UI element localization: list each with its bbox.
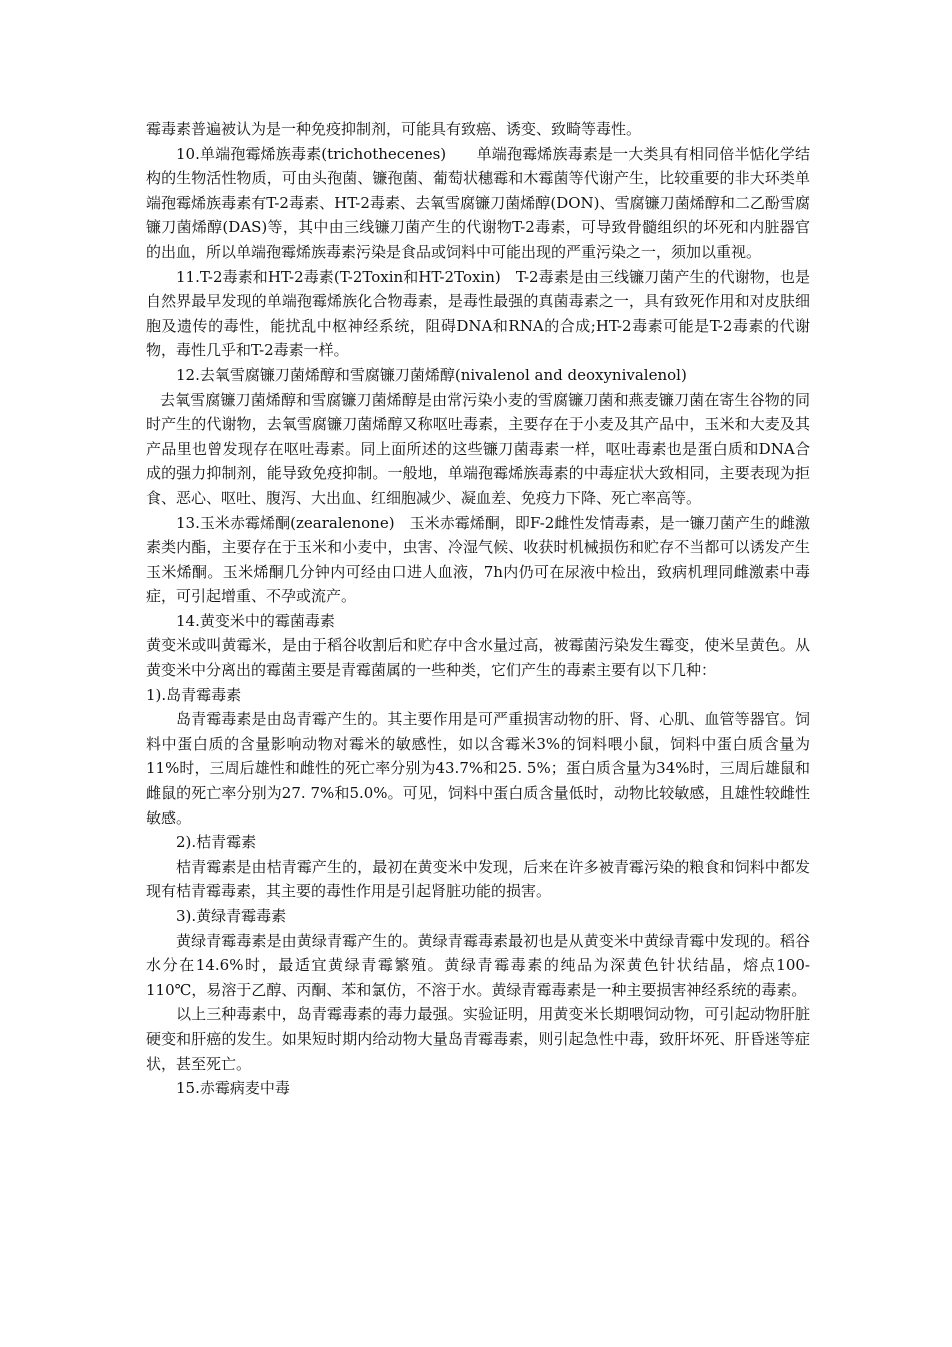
section-14-heading: 14.黄变米中的霉菌毒素 [176, 611, 335, 630]
document-body [146, 117, 810, 1101]
subsection-3-body: 黄绿青霉毒素是由黄绿青霉产生的。黄绿青霉毒素最初也是从黄变米中黄绿青霉中发现的。稻谷水分在14.6%时，最适宜黄绿青霉繁殖。黄绿青霉毒素的纯品为深黄色针状结晶，熔点100-110℃，易溶于乙醇、丙酮、苯和氯仿，不溶于水。黄绿青霉毒素是一种主要损害神经系统的毒素。 [146, 931, 810, 999]
section-14-intro: 黄变米或叫黄霉米，是由于稻谷收割后和贮存中含水量过高，被霉菌污染发生霉变，使米呈黄色。从黄变米中分离出的霉菌主要是青霉菌属的一些种类，它们产生的毒素主要有以下几种： [146, 636, 810, 680]
section-15-heading: 15.赤霉病麦中毒 [176, 1079, 290, 1098]
paragraph-1: 霉毒素普遍被认为是一种免疫抑制剂，可能具有致癌、诱变、致畸等毒性。 [146, 120, 642, 138]
summary-paragraph: 以上三种毒素中，岛青霉毒素的毒力最强。实验证明，用黄变米长期喂饲动物，可引起动物肝脏硬变和肝癌的发生。如果短时期内给动物大量岛青霉毒素，则引起急性中毒，致肝坏死、肝昏迷等症状，甚至死亡。 [146, 1005, 810, 1073]
subsection-2-heading: 2).桔青霉素 [176, 833, 257, 852]
section-12-body: 去氧雪腐镰刀菌烯醇和雪腐镰刀菌烯醇是由常污染小麦的雪腐镰刀菌和燕麦镰刀菌在寄生谷物的同时产生的代谢物，去氧雪腐镰刀菌烯醇又称呕吐毒素，主要存在于小麦及其产品中，玉米和大麦及其产品里也曾发现存在呕吐毒素。同上面所述的这些镰刀菌毒素一样，呕吐毒素也是蛋白质和DNA合成的强力抑制剂，能导致免疫抑制。一般地，单端孢霉烯族毒素的中毒症状大致相同，主要表现为拒食、恶心、呕吐、腹泻、大出血、红细胞减少、凝血差、免疫力下降、死亡率高等。 [146, 390, 810, 507]
subsection-1-heading: 1).岛青霉毒素 [146, 685, 242, 704]
subsection-3-heading: 3).黄绿青霉毒素 [176, 907, 287, 925]
section-11-t2-toxin: 11.T-2毒素和HT-2毒素(T-2Toxin和HT-2Toxin) T-2毒素是由三线镰刀菌产生的代谢物，也是自然界最早发现的单端孢霉烯族化合物毒素，是毒性最强的真菌毒素之一，具有致死作用和对皮肤细胞及遗传的毒性，能扰乱中枢神经系统，阻碍DNA和RNA的合成;HT-2毒素可能是T-2毒素的代谢物，毒性几乎和T-2毒素一样。 [146, 267, 810, 360]
section-13-zearalenone: 13.玉米赤霉烯酮(zearalenone) 玉米赤霉烯酮，即F-2雌性发情毒素，是一镰刀菌产生的雌激素类内酯，主要存在于玉米和小麦中，虫害、冷湿气候、收获时机械损伤和贮存不当都可以诱发产生玉米烯酮。玉米烯酮几分钟内可经由口进人血液，7h内仍可在尿液中检出，致病机理同雌激素中毒症，可引起增重、不孕或流产。 [146, 513, 810, 606]
section-12-heading: 12.去氧雪腐镰刀菌烯醇和雪腐镰刀菌烯醇(nivalenol and deoxynivalenol) [176, 365, 687, 384]
subsection-2-body: 桔青霉素是由桔青霉产生的，最初在黄变米中发现，后来在许多被青霉污染的粮食和饲料中都发现有桔青霉毒素，其主要的毒性作用是引起肾脏功能的损害。 [146, 857, 810, 901]
section-10-trichothecenes: 10.单端孢霉烯族毒素(trichothecenes) 单端孢霉烯族毒素是一大类具有相同倍半惦化学结构的生物活性物质，可由头孢菌、镰孢菌、葡萄状穗霉和木霉菌等代谢产生，比较重要的非大环类单端孢霉烯族毒素有T-2毒素、HT-2毒素、去氧雪腐镰刀菌烯醇(DON)、雪腐镰刀菌烯醇和二乙酚雪腐镰刀菌烯醇(DAS)等，其中由三线镰刀菌产生的代谢物T-2毒素，可导致骨髓组织的坏死和内脏器官的出血，所以单端孢霉烯族毒素污染是食品或饲料中可能出现的严重污染之一，须加以重视。 [146, 144, 810, 261]
subsection-1-body: 岛青霉毒素是由岛青霉产生的。其主要作用是可严重损害动物的肝、肾、心肌、血管等器官。饲料中蛋白质的含量影响动物对霉米的敏感性，如以含霉米3%的饲料喂小鼠，饲料中蛋白质含量为11%时，三周后雄性和雌性的死亡率分别为43.7%和25. 5%；蛋白质含量为34%时，三周后雄鼠和雌鼠的死亡率分别为27. 7%和5.0%。可见，饲料中蛋白质含量低时，动物比较敏感，且雄性较雌性敏感。 [146, 710, 810, 827]
